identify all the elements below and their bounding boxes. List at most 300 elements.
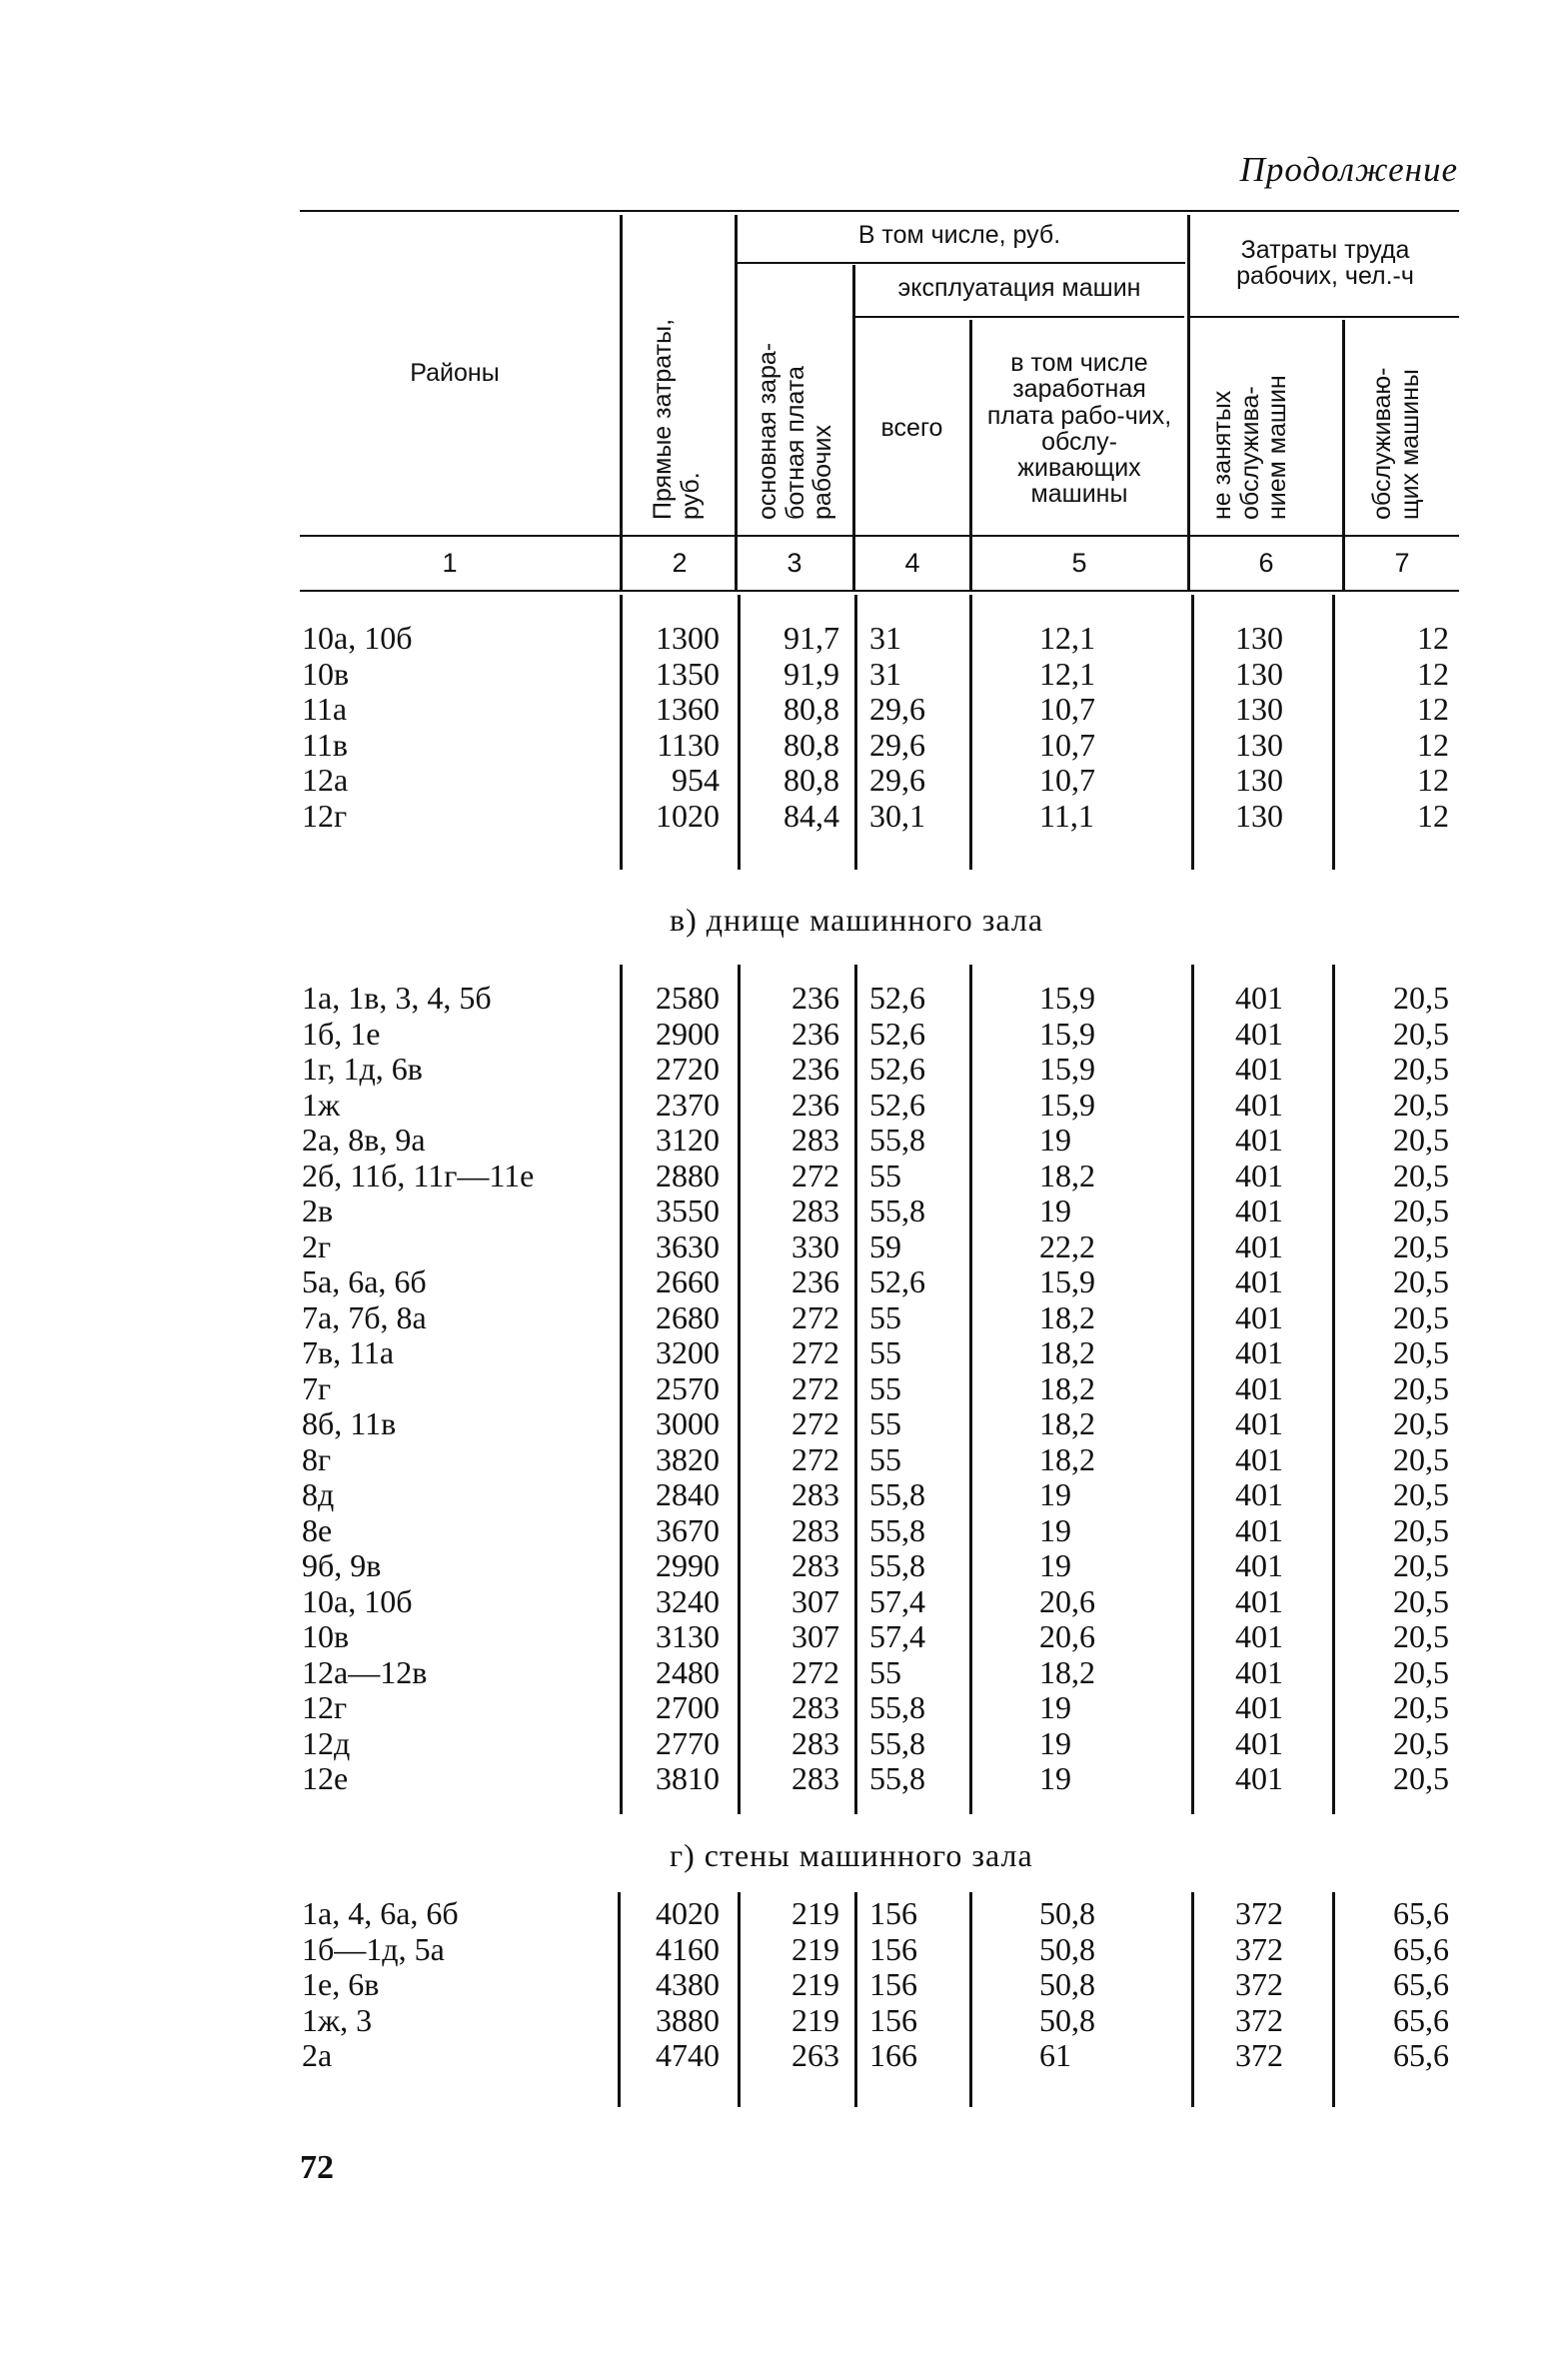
cell-direct-costs: 2370 <box>656 1086 720 1123</box>
cell-labor-not-serving: 401 <box>1235 1298 1283 1335</box>
cell-base-wages: 263 <box>791 2037 839 2073</box>
cell-labor-serving: 65,6 <box>1393 2001 1449 2038</box>
cell-direct-costs: 4020 <box>656 1895 720 1931</box>
table-row <box>0 1334 1568 1370</box>
cell-base-wages: 272 <box>791 1405 839 1441</box>
cell-machine-wages: 18,2 <box>1039 1440 1095 1477</box>
cell-direct-costs: 4160 <box>656 1930 720 1967</box>
cell-direct-costs: 4740 <box>656 2037 720 2073</box>
cell-base-wages: 307 <box>791 1582 839 1619</box>
cell-labor-serving: 20,5 <box>1393 1724 1449 1761</box>
cell-labor-serving: 20,5 <box>1393 1263 1449 1299</box>
cell-region: 1а, 4, 6а, 6б <box>302 1895 459 1931</box>
cell-machine-total: 55 <box>869 1369 901 1406</box>
cell-labor-not-serving: 130 <box>1235 797 1283 834</box>
cell-region: 1б, 1е <box>302 1015 381 1052</box>
cell-direct-costs: 1300 <box>656 620 720 656</box>
cell-direct-costs: 3670 <box>656 1511 720 1548</box>
header-rule-machines <box>854 316 1184 318</box>
cell-base-wages: 84,4 <box>784 797 839 834</box>
cell-base-wages: 272 <box>791 1298 839 1335</box>
cell-region: 1а, 1в, 3, 4, 5б <box>302 980 492 1016</box>
table-row <box>0 1583 1568 1619</box>
header-divider-1 <box>620 215 623 590</box>
cell-machine-total: 156 <box>869 1930 917 1967</box>
header-bottom-rule <box>300 535 1459 537</box>
cell-region: 12а <box>302 762 349 798</box>
cell-labor-serving: 20,5 <box>1393 1547 1449 1583</box>
cell-machine-wages: 20,6 <box>1039 1582 1095 1619</box>
cell-labor-serving: 65,6 <box>1393 1930 1449 1967</box>
cell-region: 1ж, 3 <box>302 2001 373 2038</box>
cell-base-wages: 283 <box>791 1511 839 1548</box>
table-row <box>0 1228 1568 1264</box>
cell-labor-not-serving: 372 <box>1235 1930 1283 1967</box>
table-row <box>0 2037 1568 2073</box>
cell-machine-total: 59 <box>869 1227 901 1264</box>
cell-region: 10а, 10б <box>302 1582 413 1619</box>
header-divider-4 <box>969 320 972 590</box>
header-divider-6 <box>1342 320 1345 590</box>
cell-labor-not-serving: 401 <box>1235 1511 1283 1548</box>
cell-machine-wages: 19 <box>1039 1689 1071 1725</box>
cell-direct-costs: 2900 <box>656 1015 720 1052</box>
cell-labor-serving: 20,5 <box>1393 1369 1449 1406</box>
cell-labor-serving: 12 <box>1417 726 1449 763</box>
cell-base-wages: 283 <box>791 1724 839 1761</box>
cell-machine-total: 55 <box>869 1157 901 1193</box>
cell-machine-wages: 18,2 <box>1039 1157 1095 1193</box>
cell-machine-total: 55 <box>869 1334 901 1370</box>
cell-labor-serving: 20,5 <box>1393 1511 1449 1548</box>
cell-labor-serving: 20,5 <box>1393 1192 1449 1228</box>
header-machine-wages: в том числе заработная плата рабо-чих, обслу-живающих машины <box>986 349 1172 509</box>
cell-region: 1г, 1д, 6в <box>302 1051 423 1087</box>
header-base-wages: основная зара-ботная плата рабочих <box>754 342 836 520</box>
cell-base-wages: 219 <box>791 1966 839 2002</box>
table-row <box>0 620 1568 656</box>
table-row <box>0 656 1568 692</box>
cell-machine-total: 55,8 <box>869 1476 925 1512</box>
cell-labor-serving: 20,5 <box>1393 1689 1449 1725</box>
cell-labor-not-serving: 372 <box>1235 2001 1283 2038</box>
cell-region: 1ж <box>302 1086 341 1123</box>
cell-base-wages: 283 <box>791 1689 839 1725</box>
cell-machine-total: 55 <box>869 1298 901 1335</box>
table-row <box>0 1760 1568 1796</box>
table-row <box>0 691 1568 727</box>
cell-base-wages: 80,8 <box>784 726 839 763</box>
cell-labor-not-serving: 130 <box>1235 655 1283 692</box>
colnum-2: 2 <box>672 548 688 578</box>
cell-labor-serving: 20,5 <box>1393 1334 1449 1370</box>
cell-machine-wages: 10,7 <box>1039 691 1095 727</box>
cell-region: 11в <box>302 726 348 763</box>
cell-machine-wages: 18,2 <box>1039 1405 1095 1441</box>
cell-machine-total: 52,6 <box>869 1263 925 1299</box>
cell-machine-total: 29,6 <box>869 762 925 798</box>
cell-region: 8б, 11в <box>302 1405 397 1441</box>
cell-machine-wages: 50,8 <box>1039 1930 1095 1967</box>
cell-machine-wages: 61 <box>1039 2037 1071 2073</box>
cell-base-wages: 283 <box>791 1760 839 1796</box>
colnum-4: 4 <box>904 548 920 578</box>
cell-region: 9б, 9в <box>302 1547 382 1583</box>
cell-region: 1е, 6в <box>302 1966 380 2002</box>
cell-labor-serving: 65,6 <box>1393 2037 1449 2073</box>
cell-machine-total: 31 <box>869 620 901 656</box>
cell-labor-serving: 20,5 <box>1393 1122 1449 1158</box>
table-row <box>0 1689 1568 1725</box>
cell-direct-costs: 3000 <box>656 1405 720 1441</box>
cell-region: 12г <box>302 1689 348 1725</box>
cell-direct-costs: 2480 <box>656 1653 720 1690</box>
cell-base-wages: 283 <box>791 1122 839 1158</box>
cell-direct-costs: 1020 <box>656 797 720 834</box>
cell-labor-not-serving: 401 <box>1235 1369 1283 1406</box>
table-row <box>0 1263 1568 1299</box>
cell-labor-not-serving: 401 <box>1235 1015 1283 1052</box>
header-direct-costs: Прямые затраты, руб. <box>649 318 705 520</box>
cell-base-wages: 272 <box>791 1440 839 1477</box>
page-number: 72 <box>300 2149 334 2186</box>
cell-machine-wages: 50,8 <box>1039 1966 1095 2002</box>
cell-machine-wages: 15,9 <box>1039 980 1095 1016</box>
cell-machine-wages: 15,9 <box>1039 1086 1095 1123</box>
cell-machine-wages: 19 <box>1039 1192 1071 1228</box>
cell-machine-total: 55 <box>869 1653 901 1690</box>
cell-direct-costs: 2580 <box>656 980 720 1016</box>
cell-labor-serving: 12 <box>1417 797 1449 834</box>
cell-base-wages: 236 <box>791 1051 839 1087</box>
cell-labor-serving: 12 <box>1417 691 1449 727</box>
cell-region: 1б—1д, 5а <box>302 1930 445 1967</box>
cell-machine-total: 52,6 <box>869 1086 925 1123</box>
cell-machine-wages: 10,7 <box>1039 726 1095 763</box>
cell-base-wages: 219 <box>791 1895 839 1931</box>
header-machine-total: всего <box>880 414 943 442</box>
colnum-7: 7 <box>1394 548 1410 578</box>
cell-labor-serving: 20,5 <box>1393 1476 1449 1512</box>
cell-machine-total: 156 <box>869 1895 917 1931</box>
cell-region: 8д <box>302 1476 335 1512</box>
cell-region: 2а <box>302 2037 333 2073</box>
cell-machine-wages: 18,2 <box>1039 1334 1095 1370</box>
cell-machine-wages: 19 <box>1039 1122 1071 1158</box>
cell-labor-serving: 20,5 <box>1393 1653 1449 1690</box>
cell-region: 2г <box>302 1227 332 1264</box>
table-row <box>0 1441 1568 1477</box>
cell-machine-wages: 18,2 <box>1039 1369 1095 1406</box>
cell-labor-not-serving: 401 <box>1235 1440 1283 1477</box>
cell-labor-serving: 20,5 <box>1393 1015 1449 1052</box>
cell-labor-not-serving: 401 <box>1235 1689 1283 1725</box>
cell-machine-wages: 20,6 <box>1039 1618 1095 1654</box>
header-divider-3 <box>852 265 855 590</box>
cell-region: 7в, 11а <box>302 1334 395 1370</box>
cell-machine-total: 29,6 <box>869 691 925 727</box>
cell-labor-not-serving: 401 <box>1235 1086 1283 1123</box>
cell-machine-wages: 19 <box>1039 1724 1071 1761</box>
cell-labor-serving: 20,5 <box>1393 1298 1449 1335</box>
cell-labor-not-serving: 401 <box>1235 980 1283 1016</box>
header-region: Районы <box>410 359 500 387</box>
cell-labor-not-serving: 401 <box>1235 1157 1283 1193</box>
cell-direct-costs: 3130 <box>656 1618 720 1654</box>
cell-direct-costs: 1360 <box>656 691 720 727</box>
cell-labor-not-serving: 401 <box>1235 1122 1283 1158</box>
cell-base-wages: 272 <box>791 1157 839 1193</box>
table-row <box>0 798 1568 834</box>
table-row <box>0 727 1568 763</box>
cell-machine-total: 52,6 <box>869 1015 925 1052</box>
header-labor-costs: Затраты труда рабочих, чел.-ч <box>1236 236 1414 291</box>
cell-labor-not-serving: 130 <box>1235 691 1283 727</box>
cell-machine-total: 55 <box>869 1440 901 1477</box>
cell-labor-not-serving: 401 <box>1235 1582 1283 1619</box>
cell-machine-total: 55,8 <box>869 1689 925 1725</box>
cell-labor-not-serving: 372 <box>1235 1895 1283 1931</box>
cell-base-wages: 236 <box>791 1015 839 1052</box>
cell-labor-not-serving: 401 <box>1235 1547 1283 1583</box>
cell-machine-total: 52,6 <box>869 980 925 1016</box>
cell-machine-total: 166 <box>869 2037 917 2073</box>
cell-machine-wages: 50,8 <box>1039 2001 1095 2038</box>
cell-direct-costs: 4380 <box>656 1966 720 2002</box>
cell-labor-not-serving: 130 <box>1235 762 1283 798</box>
cell-region: 12г <box>302 797 348 834</box>
cell-base-wages: 283 <box>791 1192 839 1228</box>
cell-base-wages: 307 <box>791 1618 839 1654</box>
table-row <box>0 1725 1568 1761</box>
cell-labor-not-serving: 401 <box>1235 1653 1283 1690</box>
section-title-walls: г) стены машинного зала <box>670 1837 1033 1873</box>
cell-region: 12д <box>302 1724 351 1761</box>
cell-labor-not-serving: 401 <box>1235 1724 1283 1761</box>
cell-direct-costs: 1350 <box>656 655 720 692</box>
cell-labor-not-serving: 372 <box>1235 2037 1283 2073</box>
table-row <box>0 1512 1568 1548</box>
cell-machine-total: 55,8 <box>869 1760 925 1796</box>
table-row <box>0 980 1568 1016</box>
table-row <box>0 1931 1568 1967</box>
cell-direct-costs: 2700 <box>656 1689 720 1725</box>
cell-labor-not-serving: 130 <box>1235 620 1283 656</box>
cell-base-wages: 80,8 <box>784 762 839 798</box>
colnum-5: 5 <box>1071 548 1087 578</box>
cell-direct-costs: 2770 <box>656 1724 720 1761</box>
cell-labor-not-serving: 401 <box>1235 1405 1283 1441</box>
cell-labor-serving: 20,5 <box>1393 1760 1449 1796</box>
cell-machine-total: 57,4 <box>869 1618 925 1654</box>
cell-labor-serving: 20,5 <box>1393 1405 1449 1441</box>
header-divider-2 <box>735 215 738 590</box>
colnum-3: 3 <box>786 548 802 578</box>
cell-machine-total: 55,8 <box>869 1547 925 1583</box>
cell-machine-wages: 18,2 <box>1039 1653 1095 1690</box>
cell-base-wages: 91,9 <box>784 655 839 692</box>
table-row <box>0 1087 1568 1123</box>
cell-labor-not-serving: 401 <box>1235 1618 1283 1654</box>
table-row <box>0 1158 1568 1193</box>
header-including: В том числе, руб. <box>857 221 1061 249</box>
cell-labor-not-serving: 401 <box>1235 1051 1283 1087</box>
cell-direct-costs: 2990 <box>656 1547 720 1583</box>
cell-labor-not-serving: 401 <box>1235 1263 1283 1299</box>
cell-machine-wages: 15,9 <box>1039 1051 1095 1087</box>
section-title-bottom: в) днище машинного зала <box>670 902 1044 938</box>
cell-region: 12а—12в <box>302 1653 428 1690</box>
colnum-1: 1 <box>442 548 458 578</box>
cell-direct-costs: 2660 <box>656 1263 720 1299</box>
header-divider-5 <box>1187 215 1190 590</box>
cell-base-wages: 236 <box>791 1263 839 1299</box>
header-rule-labor <box>1189 316 1459 318</box>
cell-machine-wages: 11,1 <box>1039 797 1094 834</box>
cell-direct-costs: 3880 <box>656 2001 720 2038</box>
cell-machine-wages: 18,2 <box>1039 1298 1095 1335</box>
cell-direct-costs: 3120 <box>656 1122 720 1158</box>
cell-machine-total: 55 <box>869 1405 901 1441</box>
cell-machine-total: 156 <box>869 2001 917 2038</box>
table-row <box>0 762 1568 798</box>
cell-labor-serving: 20,5 <box>1393 1582 1449 1619</box>
cell-direct-costs: 3810 <box>656 1760 720 1796</box>
cell-base-wages: 80,8 <box>784 691 839 727</box>
cell-base-wages: 330 <box>791 1227 839 1264</box>
continuation-label: Продолжение <box>1239 150 1458 189</box>
table-row <box>0 1016 1568 1052</box>
cell-region: 10в <box>302 655 350 692</box>
table-row <box>0 1618 1568 1654</box>
cell-region: 5а, 6а, 6б <box>302 1263 427 1299</box>
cell-machine-total: 55,8 <box>869 1122 925 1158</box>
cell-region: 12е <box>302 1760 349 1796</box>
table-row <box>0 1299 1568 1335</box>
cell-labor-serving: 20,5 <box>1393 1618 1449 1654</box>
cell-labor-not-serving: 130 <box>1235 726 1283 763</box>
cell-direct-costs: 3820 <box>656 1440 720 1477</box>
cell-base-wages: 219 <box>791 2001 839 2038</box>
cell-machine-wages: 19 <box>1039 1547 1071 1583</box>
cell-machine-wages: 12,1 <box>1039 655 1095 692</box>
table-row <box>0 1895 1568 1931</box>
cell-labor-serving: 20,5 <box>1393 1227 1449 1264</box>
cell-machine-wages: 15,9 <box>1039 1015 1095 1052</box>
cell-base-wages: 283 <box>791 1547 839 1583</box>
cell-direct-costs: 2880 <box>656 1157 720 1193</box>
cell-machine-total: 31 <box>869 655 901 692</box>
cell-region: 10а, 10б <box>302 620 413 656</box>
cell-labor-serving: 12 <box>1417 655 1449 692</box>
cell-machine-total: 29,6 <box>869 726 925 763</box>
cell-machine-wages: 15,9 <box>1039 1263 1095 1299</box>
cell-machine-wages: 22,2 <box>1039 1227 1095 1264</box>
table-row <box>0 2002 1568 2038</box>
cell-labor-serving: 12 <box>1417 620 1449 656</box>
cell-direct-costs: 3630 <box>656 1227 720 1264</box>
table-row <box>0 1654 1568 1690</box>
cell-labor-serving: 65,6 <box>1393 1895 1449 1931</box>
cell-labor-not-serving: 401 <box>1235 1760 1283 1796</box>
cell-labor-serving: 12 <box>1417 762 1449 798</box>
cell-region: 8г <box>302 1440 332 1477</box>
header-not-serving-machines: не занятых обслужива-нием машин <box>1208 375 1291 520</box>
cell-base-wages: 219 <box>791 1930 839 1967</box>
cell-labor-not-serving: 401 <box>1235 1192 1283 1228</box>
cell-machine-wages: 19 <box>1039 1511 1071 1548</box>
cell-machine-total: 30,1 <box>869 797 925 834</box>
table-row <box>0 1122 1568 1158</box>
header-machine-operation: эксплуатация машин <box>897 274 1141 302</box>
table-row <box>0 1966 1568 2002</box>
colnum-6: 6 <box>1258 548 1274 578</box>
cell-region: 2б, 11б, 11г—11е <box>302 1157 535 1193</box>
cell-region: 2в <box>302 1192 334 1228</box>
cell-base-wages: 272 <box>791 1653 839 1690</box>
cell-direct-costs: 1130 <box>657 726 720 763</box>
cell-direct-costs: 3240 <box>656 1582 720 1619</box>
cell-direct-costs: 2720 <box>656 1051 720 1087</box>
cell-base-wages: 236 <box>791 980 839 1016</box>
header-top-rule <box>300 210 1459 212</box>
cell-base-wages: 272 <box>791 1334 839 1370</box>
cell-labor-not-serving: 401 <box>1235 1476 1283 1512</box>
cell-machine-wages: 12,1 <box>1039 620 1095 656</box>
cell-machine-wages: 19 <box>1039 1760 1071 1796</box>
cell-base-wages: 272 <box>791 1369 839 1406</box>
cell-machine-total: 55,8 <box>869 1511 925 1548</box>
cell-labor-serving: 20,5 <box>1393 980 1449 1016</box>
cell-machine-total: 55,8 <box>869 1192 925 1228</box>
table-row <box>0 1547 1568 1583</box>
cell-machine-total: 55,8 <box>869 1724 925 1761</box>
colnum-bottom-rule <box>300 590 1459 592</box>
table-row <box>0 1051 1568 1087</box>
table-row <box>0 1476 1568 1512</box>
cell-region: 8е <box>302 1511 333 1548</box>
cell-region: 2а, 8в, 9а <box>302 1122 426 1158</box>
cell-machine-wages: 50,8 <box>1039 1895 1095 1931</box>
table-row <box>0 1370 1568 1406</box>
header-rule-including <box>738 262 1185 264</box>
header-serving-machines: обслуживаю-щих машины <box>1368 367 1424 520</box>
cell-machine-total: 52,6 <box>869 1051 925 1087</box>
cell-machine-total: 156 <box>869 1966 917 2002</box>
cell-base-wages: 236 <box>791 1086 839 1123</box>
cell-direct-costs: 2680 <box>656 1298 720 1335</box>
cell-direct-costs: 3200 <box>656 1334 720 1370</box>
cell-region: 7г <box>302 1369 332 1406</box>
table-row <box>0 1192 1568 1228</box>
cell-machine-total: 57,4 <box>869 1582 925 1619</box>
table-row <box>0 1405 1568 1441</box>
cell-base-wages: 91,7 <box>784 620 839 656</box>
cell-labor-serving: 20,5 <box>1393 1440 1449 1477</box>
cell-region: 7а, 7б, 8а <box>302 1298 427 1335</box>
cell-machine-wages: 19 <box>1039 1476 1071 1512</box>
cell-direct-costs: 954 <box>672 762 720 798</box>
cell-labor-serving: 20,5 <box>1393 1051 1449 1087</box>
cell-labor-not-serving: 372 <box>1235 1966 1283 2002</box>
cell-base-wages: 283 <box>791 1476 839 1512</box>
cell-machine-wages: 10,7 <box>1039 762 1095 798</box>
cell-region: 11а <box>302 691 348 727</box>
cell-direct-costs: 2570 <box>656 1369 720 1406</box>
cell-labor-serving: 65,6 <box>1393 1966 1449 2002</box>
cell-direct-costs: 2840 <box>656 1476 720 1512</box>
cell-labor-serving: 20,5 <box>1393 1157 1449 1193</box>
